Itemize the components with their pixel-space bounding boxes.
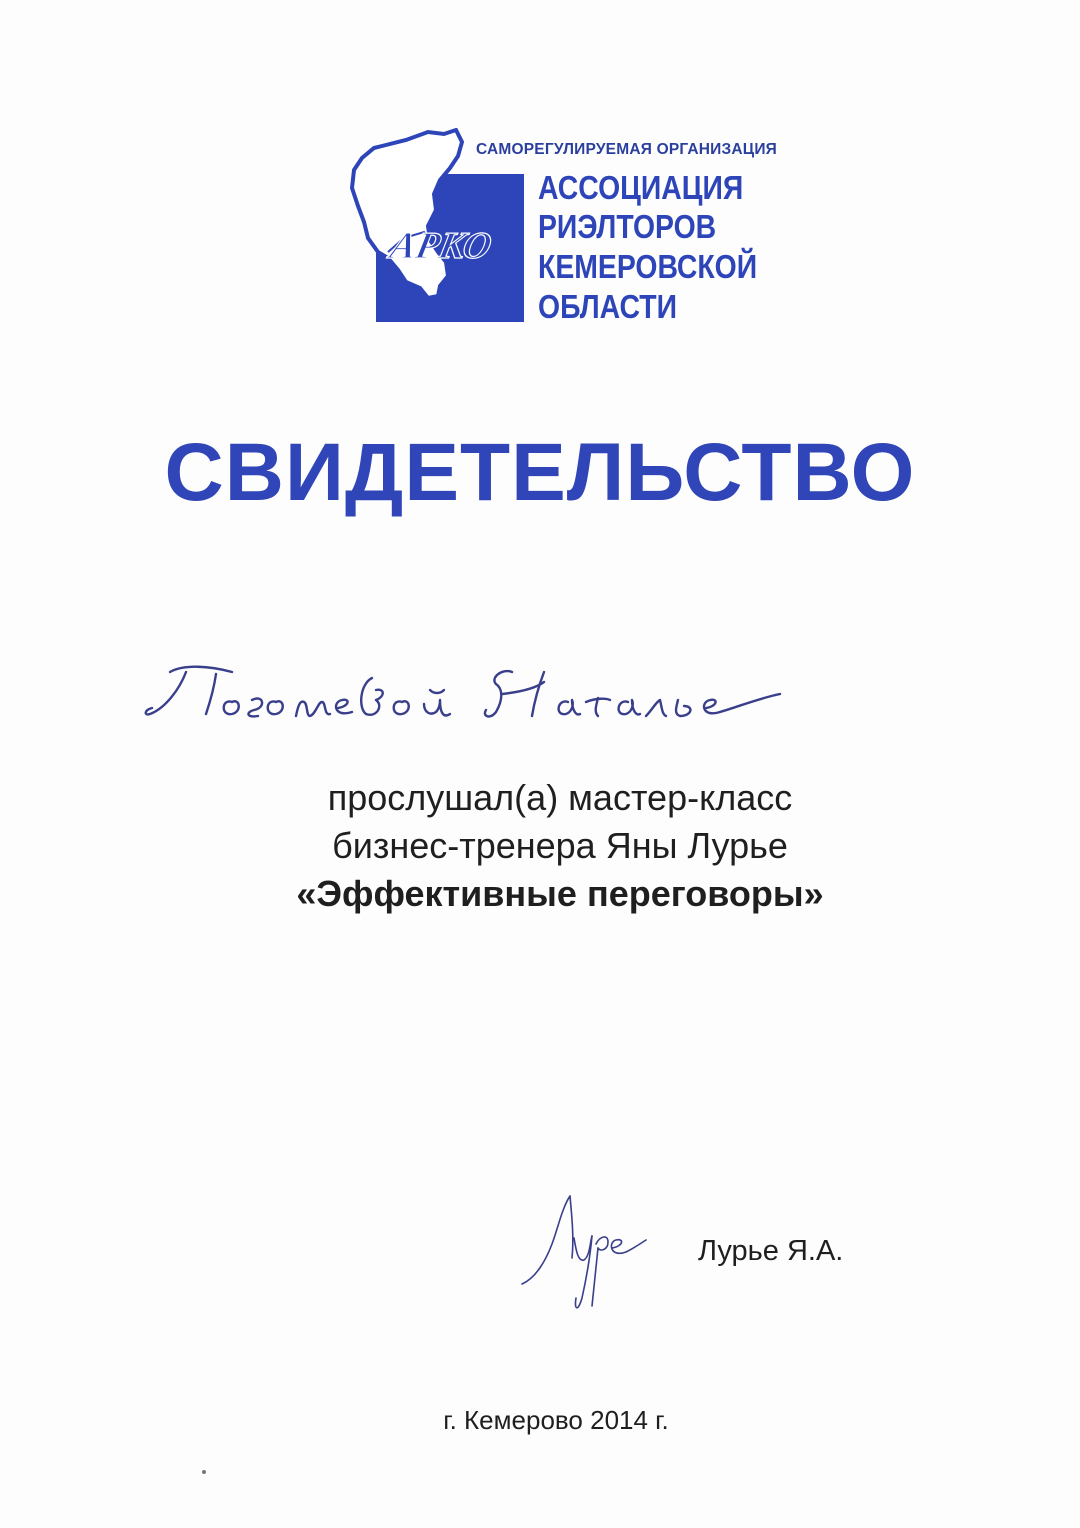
body-line-1: прослушал(а) мастер-класс [327, 777, 793, 818]
place-date: г. Кемерово 2014 г. [443, 1405, 669, 1435]
org-name-line-1: АССОЦИАЦИЯ [538, 169, 744, 206]
scan-speck [202, 1470, 206, 1474]
logo-text: АРКО [386, 225, 496, 267]
signer-name: Лурье Я.А. [698, 1235, 844, 1267]
org-name-line-3: КЕМЕРОВСКОЙ [538, 248, 758, 285]
body-line-2: бизнес-тренера Яны Лурье [332, 825, 788, 866]
org-caption: САМОРЕГУЛИРУЕМАЯ ОРГАНИЗАЦИЯ [476, 141, 778, 158]
document-title: СВИДЕТЕЛЬСТВО [164, 427, 916, 518]
signature [512, 1188, 652, 1318]
org-name-line-2: РИЭЛТОРОВ [538, 208, 717, 245]
course-title: «Эффективные переговоры» [296, 873, 824, 914]
recipient-handwritten-name [140, 658, 800, 738]
org-name-line-4: ОБЛАСТИ [538, 288, 677, 325]
